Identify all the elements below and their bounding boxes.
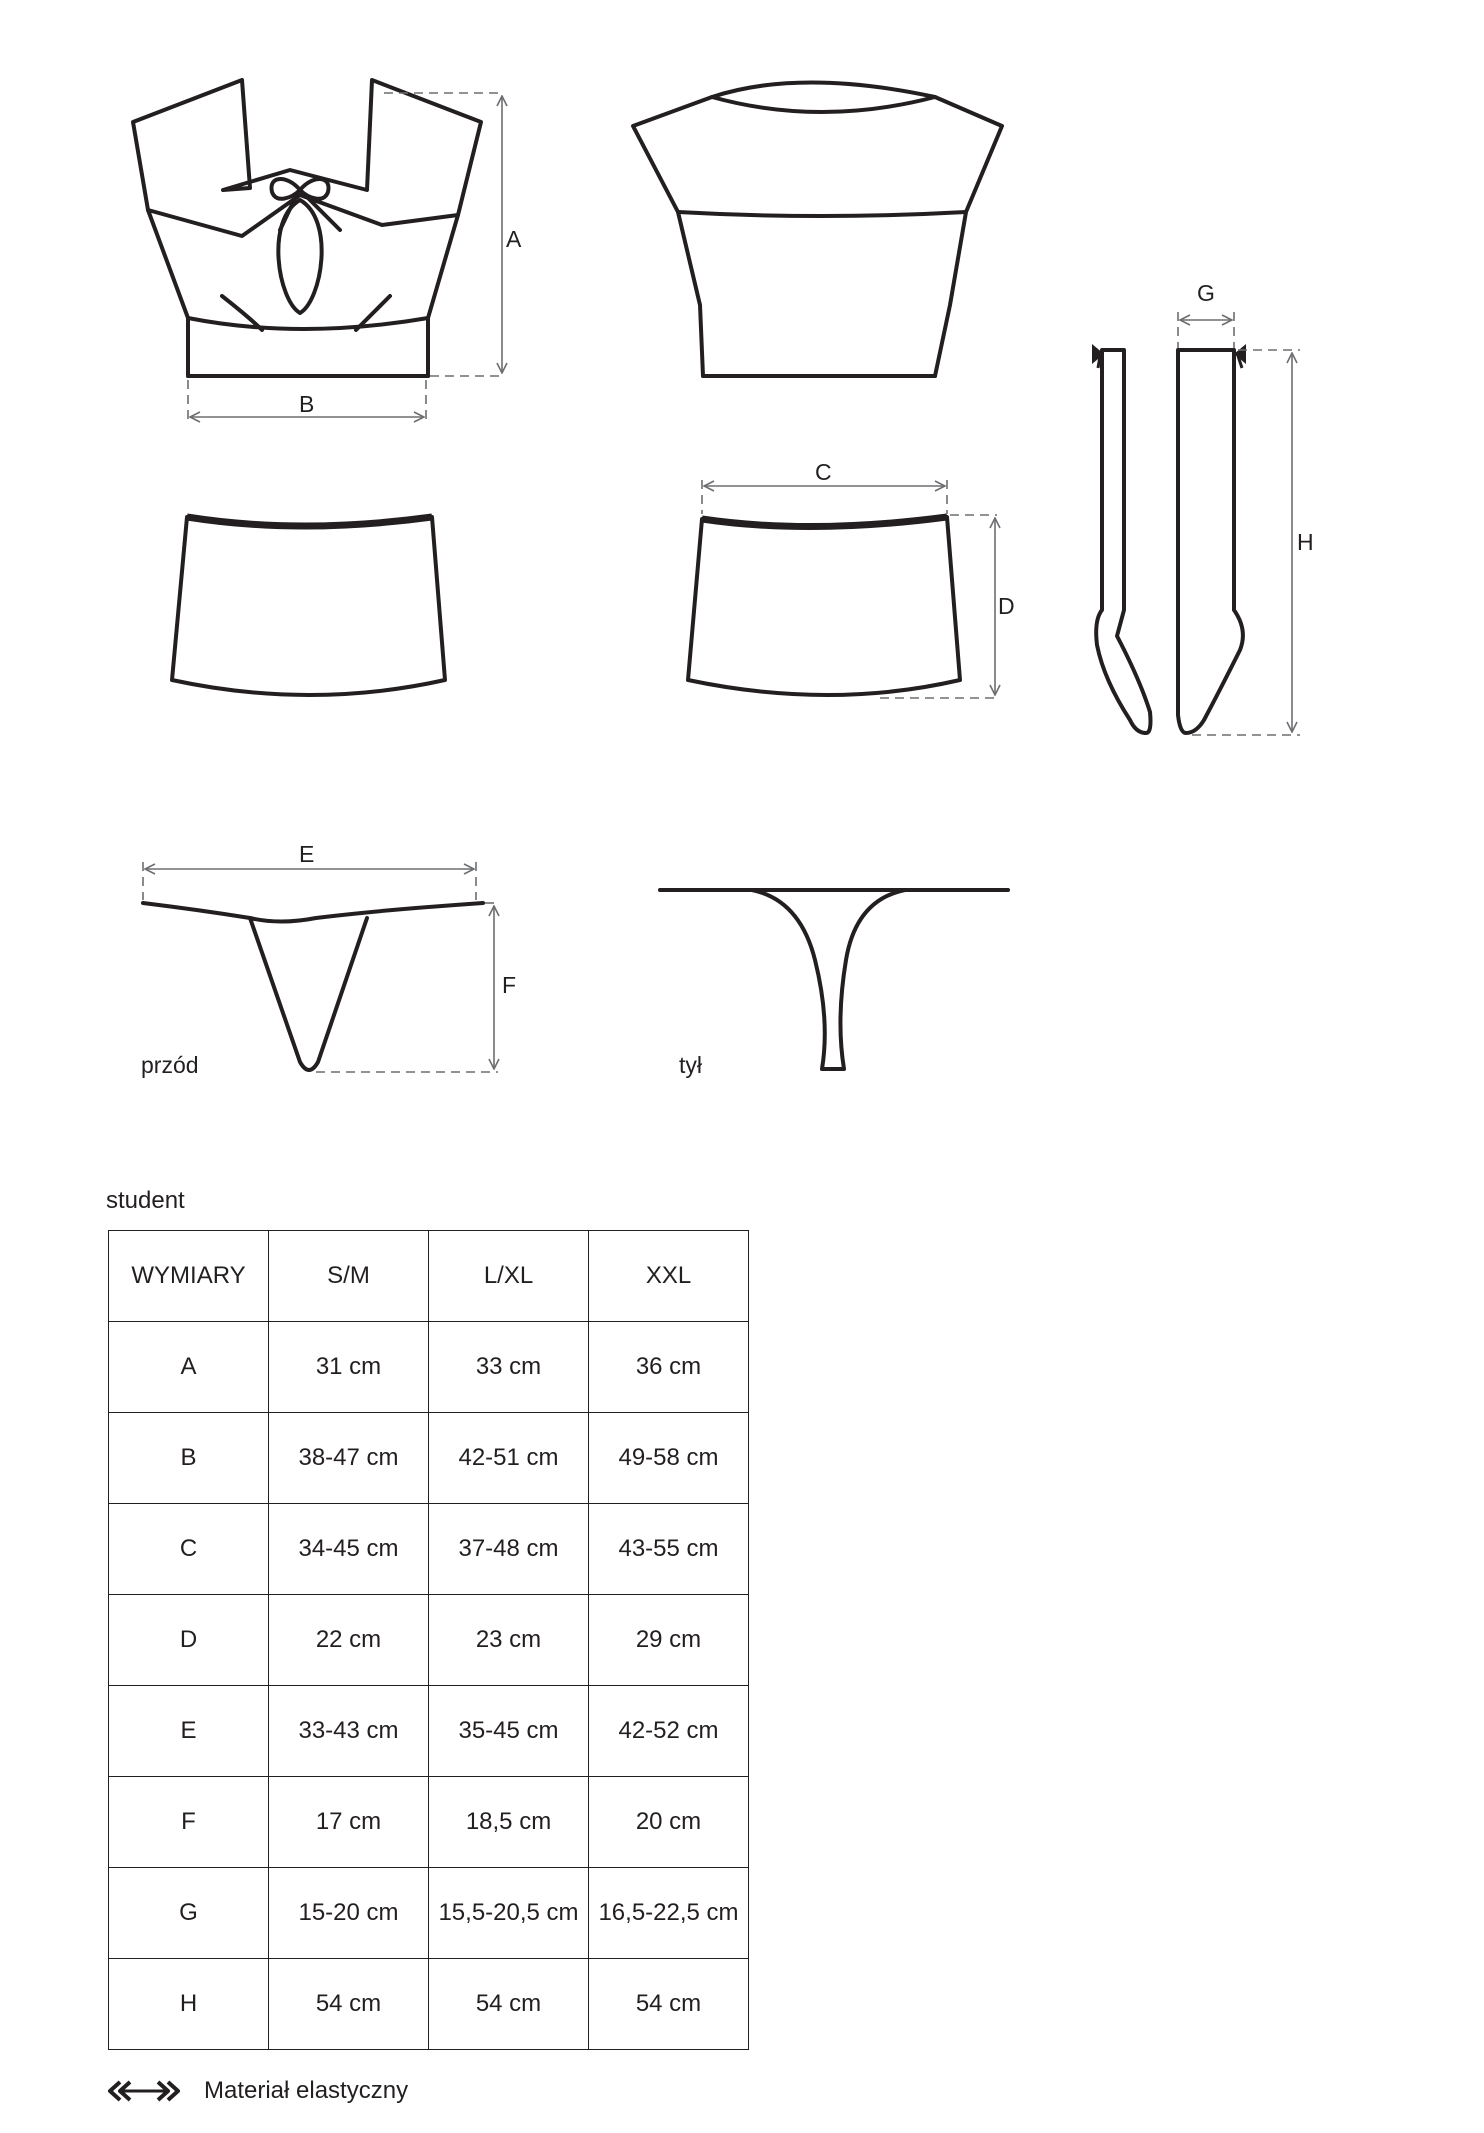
table-cell: 31 cm [269, 1322, 429, 1413]
legend-label: Materiał elastyczny [204, 2077, 409, 2104]
dimension-label-h: H [1297, 529, 1314, 555]
dimension-e [143, 841, 476, 900]
table-cell: E [109, 1686, 269, 1777]
table-row [109, 1686, 749, 1777]
table-cell: D [109, 1595, 269, 1686]
table-cell: 16,5-22,5 cm [589, 1868, 749, 1959]
thong-front-drawing [143, 903, 483, 1070]
legend [106, 2077, 408, 2105]
dimension-label-d: D [998, 593, 1015, 619]
table-cell: F [109, 1777, 269, 1868]
table-cell: A [109, 1322, 269, 1413]
table-cell: 38-47 cm [269, 1413, 429, 1504]
table-cell: 20 cm [589, 1777, 749, 1868]
view-label-back: tył [679, 1052, 702, 1078]
table-row [109, 1322, 749, 1413]
dimension-f [316, 903, 516, 1072]
table-cell: 35-45 cm [429, 1686, 589, 1777]
dimension-label-a: A [506, 226, 522, 252]
table-cell: B [109, 1413, 269, 1504]
stockings-drawing [1092, 344, 1246, 733]
dimension-c [702, 459, 947, 514]
table-header-row [109, 1231, 749, 1322]
dimension-label-c: C [815, 459, 832, 485]
dimension-b [188, 380, 426, 420]
skirt-front-drawing [172, 517, 445, 695]
table-cell: C [109, 1504, 269, 1595]
table-cell: G [109, 1868, 269, 1959]
elastic-arrows-icon [106, 2079, 182, 2103]
skirt-back-drawing [688, 517, 960, 695]
thong-back-drawing [660, 890, 1008, 1069]
table-cell: 17 cm [269, 1777, 429, 1868]
table-cell: 49-58 cm [589, 1413, 749, 1504]
table-cell: 43-55 cm [589, 1504, 749, 1595]
dimension-label-b: B [299, 391, 315, 417]
top-front-drawing [133, 80, 481, 376]
dimension-g [1178, 280, 1234, 348]
table-row [109, 1504, 749, 1595]
dimension-label-f: F [502, 972, 517, 998]
header-cell: XXL [589, 1231, 749, 1322]
table-cell: 36 cm [589, 1322, 749, 1413]
table-cell: 54 cm [269, 1959, 429, 2050]
top-back-drawing [633, 83, 1002, 377]
table-row [109, 1777, 749, 1868]
table-cell: 54 cm [429, 1959, 589, 2050]
size-table [108, 1230, 749, 2050]
view-label-front: przód [141, 1052, 199, 1078]
table-cell: 23 cm [429, 1595, 589, 1686]
table-title: student [106, 1187, 185, 1214]
table-cell: 33 cm [429, 1322, 589, 1413]
table-cell: 37-48 cm [429, 1504, 589, 1595]
header-cell: L/XL [429, 1231, 589, 1322]
table-row [109, 1959, 749, 2050]
header-cell: S/M [269, 1231, 429, 1322]
dimension-h [1192, 350, 1314, 735]
table-cell: 15-20 cm [269, 1868, 429, 1959]
table-cell: H [109, 1959, 269, 2050]
header-cell: WYMIARY [109, 1231, 269, 1322]
table-cell: 18,5 cm [429, 1777, 589, 1868]
dimension-label-g: G [1197, 280, 1215, 306]
table-cell: 33-43 cm [269, 1686, 429, 1777]
table-cell: 42-51 cm [429, 1413, 589, 1504]
dimension-label-e: E [299, 841, 315, 867]
table-row [109, 1868, 749, 1959]
table-cell: 22 cm [269, 1595, 429, 1686]
table-cell: 29 cm [589, 1595, 749, 1686]
table-row [109, 1413, 749, 1504]
table-cell: 42-52 cm [589, 1686, 749, 1777]
table-cell: 54 cm [589, 1959, 749, 2050]
table-cell: 34-45 cm [269, 1504, 429, 1595]
table-cell: 15,5-20,5 cm [429, 1868, 589, 1959]
table-row [109, 1595, 749, 1686]
